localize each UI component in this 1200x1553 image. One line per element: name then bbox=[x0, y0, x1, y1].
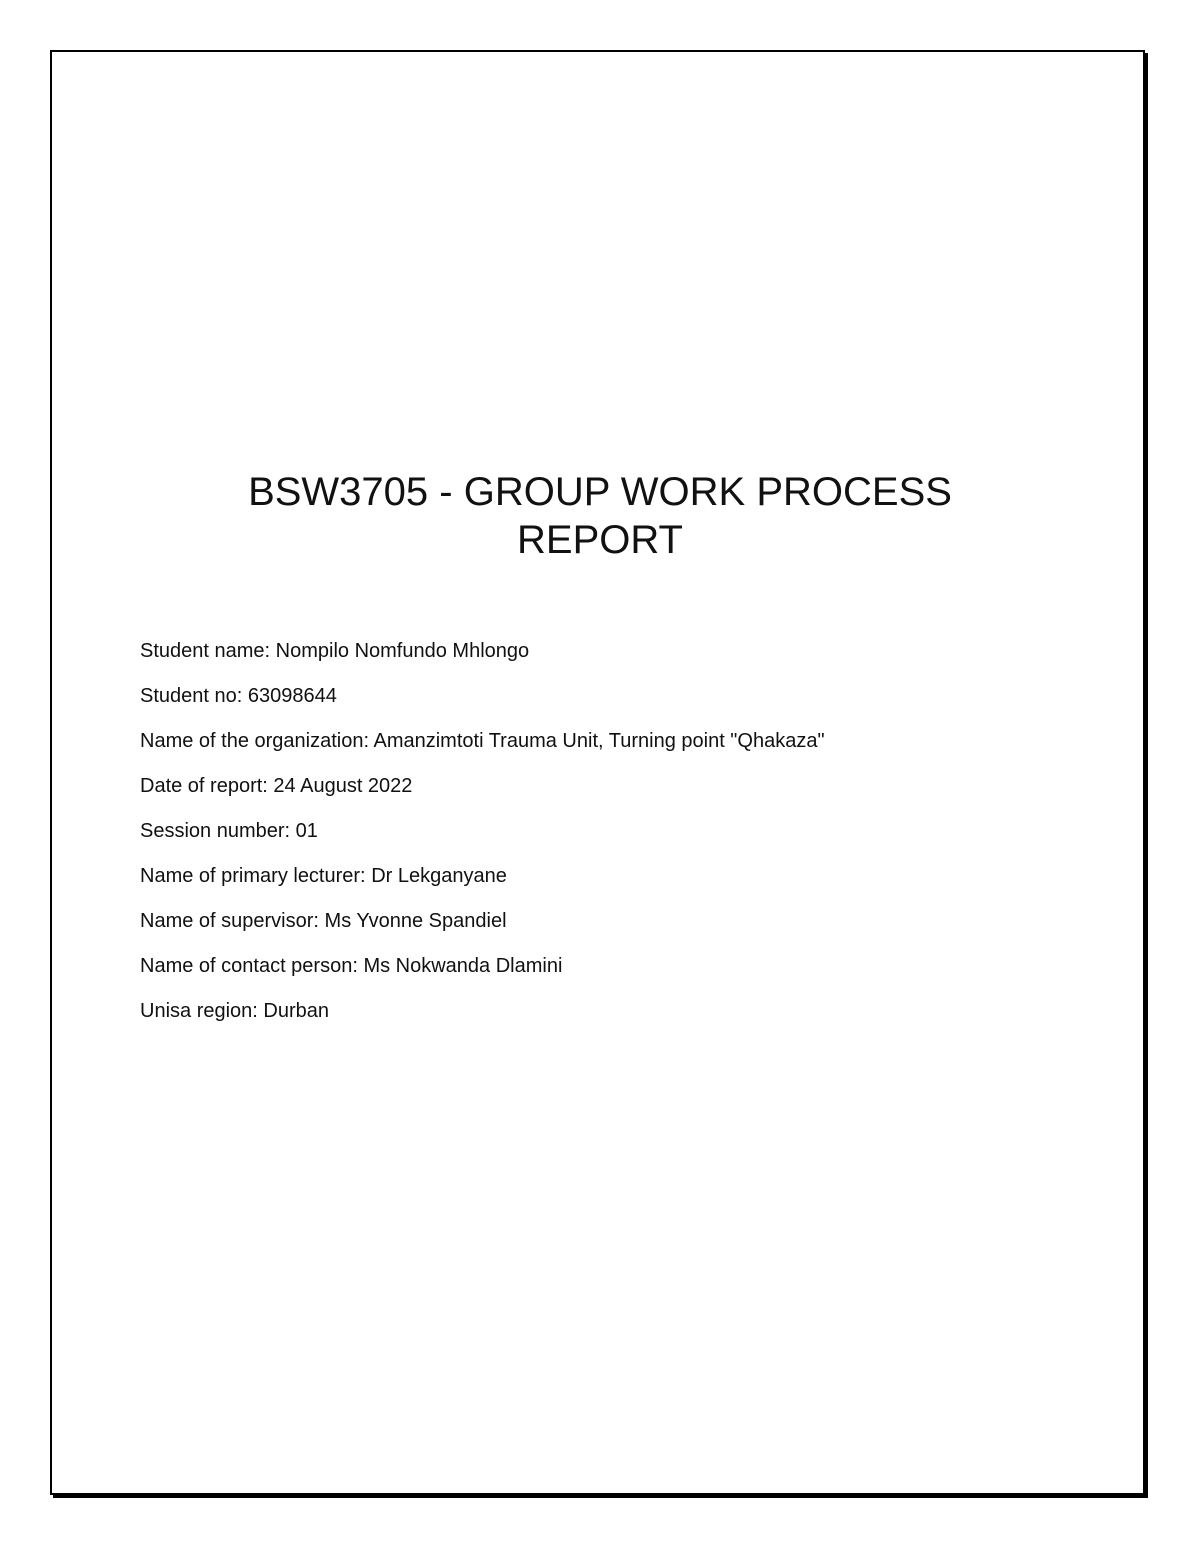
field-organization bbox=[140, 726, 825, 771]
field-session-number bbox=[140, 816, 825, 861]
field-label: Name of the organization: bbox=[140, 730, 370, 752]
field-label: Name of supervisor: bbox=[140, 910, 319, 932]
field-value: Amanzimtoti Trauma Unit, Turning point "Qhakaza" bbox=[373, 730, 825, 752]
field-value: Nompilo Nomfundo Mhlongo bbox=[275, 640, 530, 662]
field-value: Durban bbox=[263, 1000, 330, 1022]
field-value: 01 bbox=[295, 820, 318, 842]
field-value: 63098644 bbox=[247, 685, 337, 707]
report-details-list bbox=[140, 636, 825, 1041]
field-report-date bbox=[140, 771, 825, 816]
field-value: Ms Yvonne Spandiel bbox=[324, 910, 507, 932]
field-label: Unisa region: bbox=[140, 1000, 258, 1022]
field-primary-lecturer bbox=[140, 861, 825, 906]
field-value: 24 August 2022 bbox=[273, 775, 413, 797]
field-unisa-region bbox=[140, 996, 825, 1041]
field-label: Name of primary lecturer: bbox=[140, 865, 366, 887]
field-value: Ms Nokwanda Dlamini bbox=[363, 955, 563, 977]
report-title bbox=[0, 468, 1200, 564]
field-label: Name of contact person: bbox=[140, 955, 358, 977]
field-supervisor bbox=[140, 906, 825, 951]
field-label: Date of report: bbox=[140, 775, 268, 797]
field-label: Student name: bbox=[140, 640, 271, 662]
report-title-line-2: REPORT bbox=[517, 518, 683, 562]
field-label: Session number: bbox=[140, 820, 291, 842]
field-student-name bbox=[140, 636, 825, 681]
report-title-line-1: BSW3705 - GROUP WORK PROCESS bbox=[248, 470, 952, 514]
field-value: Dr Lekganyane bbox=[371, 865, 507, 887]
field-contact-person bbox=[140, 951, 825, 996]
field-student-number bbox=[140, 681, 825, 726]
field-label: Student no: bbox=[140, 685, 243, 707]
